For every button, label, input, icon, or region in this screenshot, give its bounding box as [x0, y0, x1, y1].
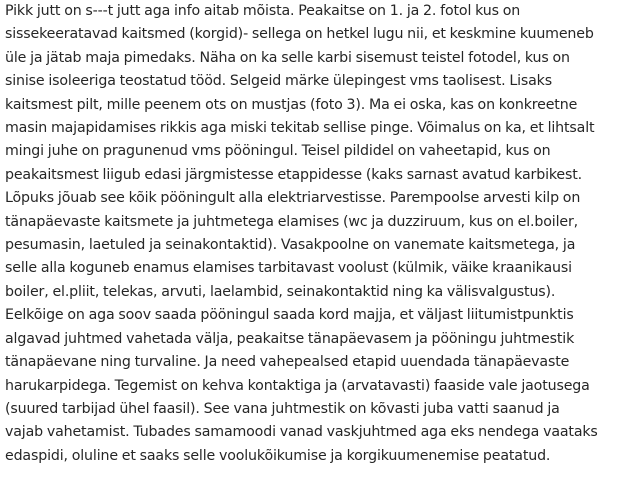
text-line: Eelkõige on aga soov saada pööningul saada kord majja, et väljast liitumistpunktis — [5, 307, 574, 324]
text-line: (suured tarbijad ühel faasil). See vana juhtmestik on kõvasti juba vatti saanud ja — [5, 400, 560, 417]
text-line: vajab vahetamist. Tubades samamoodi vanad vaskjuhtmed aga eks nendega vaataks — [5, 424, 598, 441]
text-line: masin majapidamises rikkis aga miski tekitab sellise pinge. Võimalus on ka, et lihtsalt — [5, 120, 595, 137]
text-line: tänapäevaste kaitsmete ja juhtmetega elamises (wc ja duzziruum, kus on el.boiler, — [5, 213, 579, 230]
text-line: pesumasin, laetuled ja seinakontaktid). Vasakpoolne on vanemate kaitsmetega, ja — [5, 237, 576, 254]
text-line: sinise isoleeriga teostatud tööd. Selgeid märke ülepingest vms taolisest. Lisaks — [5, 73, 552, 90]
text-line: mingi juhe on pragunenud vms pööningul. Teisel pildidel on vaheetapid, kus on — [5, 143, 551, 160]
text-line: tänapäevane ning turvaline. Ja need vahepealsed etapid uuendada tänapäevaste — [5, 354, 570, 371]
text-line: peakaitsmest liigub edasi järgmistesse etappidesse (kaks sarnast avatud karbikest. — [5, 166, 583, 183]
post-body-text — [5, 0, 633, 468]
text-line: harukarpidega. Tegemist on kehva kontaktiga ja (arvatavasti) faaside vale jaotusega — [5, 377, 590, 394]
text-line: algavad juhtmed vahetada välja, peakaitse tänapäevasem ja pööningu juhtmestik — [5, 330, 575, 347]
text-line: sissekeeratavad kaitsmed (korgid)- sellega on hetkel lugu nii, et keskmine kuumeneb — [5, 26, 594, 43]
text-line: selle alla koguneb enamus elamises tarbitavast voolust (külmik, väike kraanikausi — [5, 260, 572, 277]
text-line: Lõpuks jõuab see kõik pööningult alla elektriarvestisse. Parempoolse arvesti kilp on — [5, 190, 581, 207]
text-line: edaspidi, oluline et saaks selle voolukõikumise ja korgikuumenemise peatatud. — [5, 447, 551, 464]
text-line: boiler, el.pliit, telekas, arvuti, laelambid, seinakontaktid ning ka välisvalgustus). — [5, 283, 556, 300]
text-line: üle ja jätab maja pimedaks. Näha on ka selle karbi sisemust teistel fotodel, kus on — [5, 49, 570, 66]
text-line: Pikk jutt on s---t jutt aga info aitab mõista. Peakaitse on 1. ja 2. fotol kus on — [5, 3, 521, 19]
text-line: kaitsmest pilt, mille peenem ots on mustjas (foto 3). Ma ei oska, kas on konkreetne — [5, 96, 578, 113]
